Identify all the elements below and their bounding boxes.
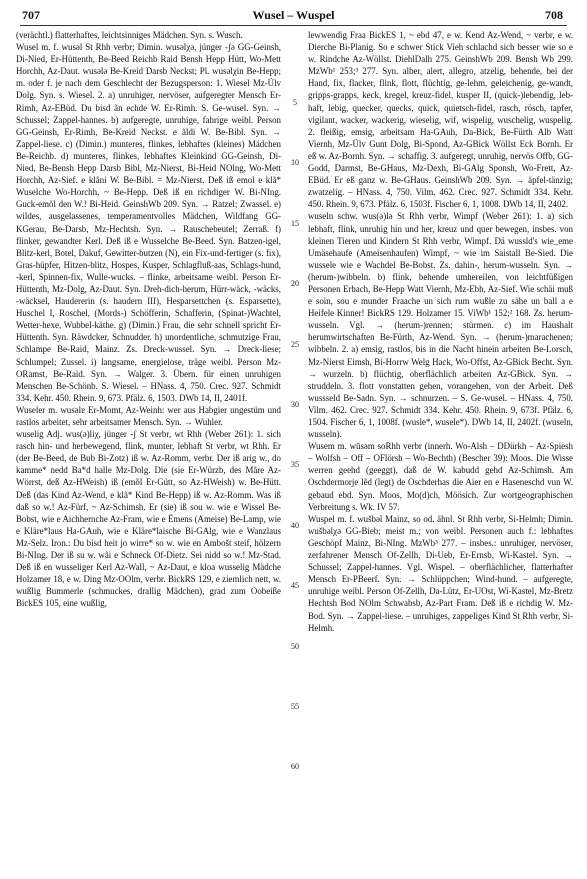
left-column xyxy=(16,29,281,610)
line-number: 40 xyxy=(291,520,299,530)
line-number: 5 xyxy=(293,98,297,107)
page-number-right: 708 xyxy=(545,8,563,22)
entry-wuspel: Wuspel m. f. wušbəl Mainz, so od. ähnl. St Rhh verbr, Si-Helmh; Dimin. wušbəlχə GG-Bieb; meist m.; von weibl. Personen auch f.: lebhaftes Geschöpf Mainz, Bi-NIng. MzWb³ 277. – insbes.: unruhiger, nervöser, zerfahrener Mensch Of-Zellh, Di-Ueb, Er-Ernsb, Wi-Kastel. Syn. → Schussel; Zappel-hannes. Vgl. Wispel. – oberflächlicher, flatterhafter Mensch Er-PBeerf. Syn. → Schlüppchen; Wind-hund. – aufgeregte, unruhige weibl. Person Of-Zellh, Da-Lütz, Er-UOst, Wi-Kastel, Mz-Bretz Hechtsh Bod NOlm Schwabsb, Az-Part Fram. Deß iß e richdig W. Mz-Bod. Syn. → Zappel-liese. – unruhiges, zappeliges Kind St Rhh verbr, Si-Helmh. xyxy=(308,513,573,633)
line-number: 45 xyxy=(291,581,299,591)
entry-wusem: Wusem m. wūsəm soRhh verbr (innerh. Wo-Alsh – DDürkh – Az-Spiesh – Wolfsh – Off – OFlörsh – Wo-Bechth) (Bescher 39): Moos. Die Wisse werren geehd (geeggt), daß de W. kabudd gehd Az-Schimsh. Am Oschdermorje lẽd (legt) de Oschderhas die Aier en e Haseneschd vun W. gebaud ebd. Syn. Moos, Mo(d)ch, Möösich. Zur wortgeographischen Verbreitung s. Wk. IV 57. xyxy=(308,441,573,512)
line-number: 30 xyxy=(291,400,299,409)
line-number: 20 xyxy=(291,279,299,289)
entry-wuselig: wuselig Adj. wus(ə)liχ, jünger -ʃ St verbr, wt Rhh (Weber 261): 1. sich rasch hin- und herbewegend, flink, munter, lebhaft St verbr, wt Rhh. Er (der Be-Beed, de Bub Bi-Zotz) iß w. Az-Romm, verbr. Der iß arig w., do kamme* nedd Ba*d halle Mz-Dolg. Die (sie Er-Würzb, des Mãre Az-Wörrst, deß Az-HWeish) iß (emõl Er-Gütt, so Az-HWeish) w. Be-Hütt. Deß (das Kind Az-Wend, e klã* Kind Be-Hepp) iß w. Az-Romm. Was iß daß so w.! Az-Fürf, ~ Az-Schimsh. Er (sie) iß sou w. wie e Wissel Be-Bobst, wie e Aichhernche Az-Fram, wie e Ëmens (Ameise) Be-Lamp, wie e Kläre*laus Ha-GAuh, wie e Kläre*laische Bi-GAlg, wie e Wanzlaus Mz-Selz. Iron.: Du bisd heit jo wirre* so w. wie en Ambošt steif, hölzern Bi-NIng. Der iß su w. wãi e Schneck Of-Dietz. Sei nidd so w.! Mz-Stad. Deß iß en wusseliger Kerl Az-Wall, ~ Az-Daut, e kloa wusselig Mädche Holzamer 18, e w. Ding Mz-OOlm, verbr. BickRS 129, e ziemlich nett, w. wußlig Bummerle (schmuckes, drallig Mädchen), grad zum Oobeiße BickES 105, eine wußlig, xyxy=(16,429,281,609)
line-number: 15 xyxy=(291,218,299,228)
line-number: 35 xyxy=(291,460,299,470)
right-column xyxy=(308,29,573,634)
running-title: Wusel – Wuspel xyxy=(252,8,335,22)
entry-paragraph: (verächtl.) flatterhaftes, leichtsinniges Mädchen. Syn. s. Wusch. xyxy=(16,30,243,40)
entry-wuseler: Wuseler m. wusəlɐ Er-Momt, Az-Weinh: wer aus Habgier ungestüm und rastlos arbeitet, sehr arbeitsamer Mensch. Syn. → Wuhler. xyxy=(16,404,281,427)
line-number: 55 xyxy=(291,702,299,711)
line-number: 60 xyxy=(291,762,299,772)
entry-wuseln: wuseln schw. wus(ə)lə St Rhh verbr, Wimpf (Weber 261): 1. a) sich lebhaft, flink, unruhig hin und her, kreuz und quer bewegen, insbes. von kleinen Tieren und Kindern St Rhh verbr, Wimpf. Dä wussld's wie_eme Umäsehaufe (Ameisenhaufen) Wimpf, ~ wie im Saistall Be-Sied. Die wussele wie e Wachdel Be-Bobst. Zs. dahin-, herum-wusseln. Syn. → (herum-)wibbeln. b) flink, behende umhereilen, von leichtfüßigen Personen Erbach, Be-Hepp Watt Viernh, Mz-Ebh, Az-Sief. Wie schäi muß e soin, sou e munder Fraache un sich rum wußle zu sähe un ball a e Heifele Kinner! BickRS 129. Holzamer 15. ViWb¹ 152;² 168. Zs. herum-wusseln. Vgl. → (herum-)rennen; stürmen. c) im Haushalt herumwirtschaften Be-Fürth, Az-Wend. Syn. → (herum-)marachenen; wibbeln. 2. a) emsig, rastlos, bis in die Nacht hinein arbeiten Be-Lorsch, Mz-Nierst Eimsh, Bi-Horrw Welg Hack, Wo-Offst, Az-GBick Becht. Syn. → wurzeln. b) flüchtig, oberflächlich arbeiten Az-GBick. Syn. → struddeln. 3. flott vonstatten gehen, vorangehen, von der Arbeit. Deß wussseld Be-Sadn. Syn. → schnurzen. – S. Ge-wusel. – HNass. 4, 750. Vilm. 462. Crec. 927. Schmidt 334. Kehr. 450. Rhein. 9, 673f. Pfälz. 6, 1504. Fischer 6, 1, 1008f. (wusle*, wusele*). DWb 14, II, 2402f. (wuseln, wusseln). xyxy=(308,211,573,440)
line-number: 50 xyxy=(291,641,299,651)
line-number: 10 xyxy=(291,158,299,168)
entry-wusel: Wusel m. f. wusəl St Rhh verbr; Dimin. wusəlχə, jünger -ʃə GG-Geinsh, Di-Nied, Er-Hüttenth, Be-Beed Reichb Raid Bensh Hepp Hütt, Wo-Mett Horchh, Az-Daut. wusələ Be-Kreid Darsb Neckst; Pl. wusəlχin Be-Hepp; m. oder f. je nach dem Geschlecht der Bezugsperson: 1. Wiesel Mz-Ülv Dolg. Syn. s. Wiesel. 2. a) unruhiger, nervöser, aufgeregter Mensch Er-Rimh, Az-EBüd. Du bisd ãn echde W. Er-Rimh. S. Ge-wusel. Syn. → Schussel; Zappel-hannes. b) aufgeregte, unruhige, fahrige weibl. Person GG-Geinsh, Er-Rimh, Be-Kreid Neckst. e ãldi W. Be-Bibl. Syn. → Zappel-liese. c) (Dimin.) munteres, flinkes, lebhaftes (kleines) Mädchen Be-Reichb. d) munteres, flinkes, lebhaftes Kleinkind GG-Geinsh, Di-Nied, Be-Bensh Hepp Darsb Bibl, Mz-Nierst, Bi-Heid NOlng, Wo-Mett Horchh, Az-Sief. e klãni W. Be-Bibl. = Mz-Nierst. Deß iß emol e klã* Wuselche Wo-Horchh, ~ Be-Hepp. Deß iß en richdiger W. Bi-NIng. Guck-emõl den W.! Bi-Heid. GeinshWb 209. Syn. → Ratzel; Zwassel. e) wildes, ausgelassenes, temperamentvolles Mädchen, Wildfang GG-KGerau, Be-Darsb, Mz-Hechtsh. Syn. → Rauschebeutel; Zerraß. f) flinker, gewandter Kerl. Deß iß e Wusselche Be-Beed. Syn. Batzen-igel, Blitz-kerl, Botel, Dakuf, Gewitter-butzen (N), ein Fix-und-fertiger (s. fix), Gras-hüpfer, Hitzen-blitz, Hospes, Kusper, Schlagfluß-aas, Schlags-hund, -kerl, Spinnen-fix, Wulle-wucks. – flinke, arbeitsame weibl. Person Er-Hüttenth, Mz-Dolg, Az-Daut. Syn. Dreh-dich-herum, Hürr-wäck, -wäcks, -wäcksel, Haudererin (s. haudern III), Hesparsettchen (s. Esparsette), Huschel I, Roschel, (Mords-) Schöfferin, Schafferin, (Spinat-)Wachtel, Wetter-hexe, Wubbel-käthe. g) (Dimin.) Frau, die sehr schnell spricht Er-Hüttenth. Syn. Räwdcker, Schnudder. h) unordentliche, schmutzige Frau, Schlampe Be-Raid, Mainz. Zs. Dreck-wussel. Syn. → Dreck-liese; Schlumpel; Zussel. i) langsame, energielose, träge weibl. Person Mz-ORamst, Be-Raid. Syn. → Walger. 3. Übern. für einen unruhigen Menschen Be-Schönb. S. Wiesel. – HNass. 4, 750. Crec. 927. Schmidt 334. Kehr. 450. Rhein. 9, 673. Pfälz. 6, 1503. DWb 14, II, 2401f. xyxy=(16,42,281,403)
line-number: 25 xyxy=(291,339,299,349)
page-number-left: 707 xyxy=(22,8,40,22)
header-rule xyxy=(20,25,567,26)
entry-wuselig-cont: lewwendig Fraa BickES 1, ~ ebd 47, e w. Kend Az-Wend, ~ verbr, e w. Dierche Bi-Planig. So e schwer Stick Vieh schlachd sich besser wie so e w. Rindche Az-Wöllst. DiehlDalh 275. GeinshWb 209. Bensh Wb 299. MzWb¹ 253;³ 277. Syn. alber, alert, allegro, atzelig, behende, bei der Hand, fix, flacker, flink, flott, flüchtig, ge-lehm, geleichenig, ge-wandt, gripps-grapps, keck, kregel, kreuz-fidel, kusper II, (quick-)lebendig, leb-haft, lebig, quecker, quecks, quick, quietsch-fidel, rasch, rösch, tapfer, vigilant, wacker, wackerig, wieselig, wif, wispelig, wuschelig, wuspelig. 2. fleißig, emsig, arbeitsam Ha-GAuh, Da-Bick, Be-Fürth Alb Watt Viernh, Mz-Ülv Gunt Dolg, Bi-Spond, Az-GBick Wöllst Eck Bornh. Er eß w. Az-Bornh. Syn. → schaffig. 3. aufgeregt, unruhig, nervös Offb, GG-Godd, Darmst, Be-GHaus, Mz-Dexh, Bi-GAlg Sponsh, Wo-Frett, Az-EBüd. Er eß ganz w. Be-GHaus. GeinshWb 209. Syn. → äpfel-tänzig; zwatzelig. – HNass. 4, 750. Vilm. 462. Crec. 927. Schmidt 334. Kehr. 450. Rhein. 9, 673. Pfälz. 6, 1503f. Fischer 6, 1, 1008. DWb 14, II, 2402. xyxy=(308,30,573,210)
